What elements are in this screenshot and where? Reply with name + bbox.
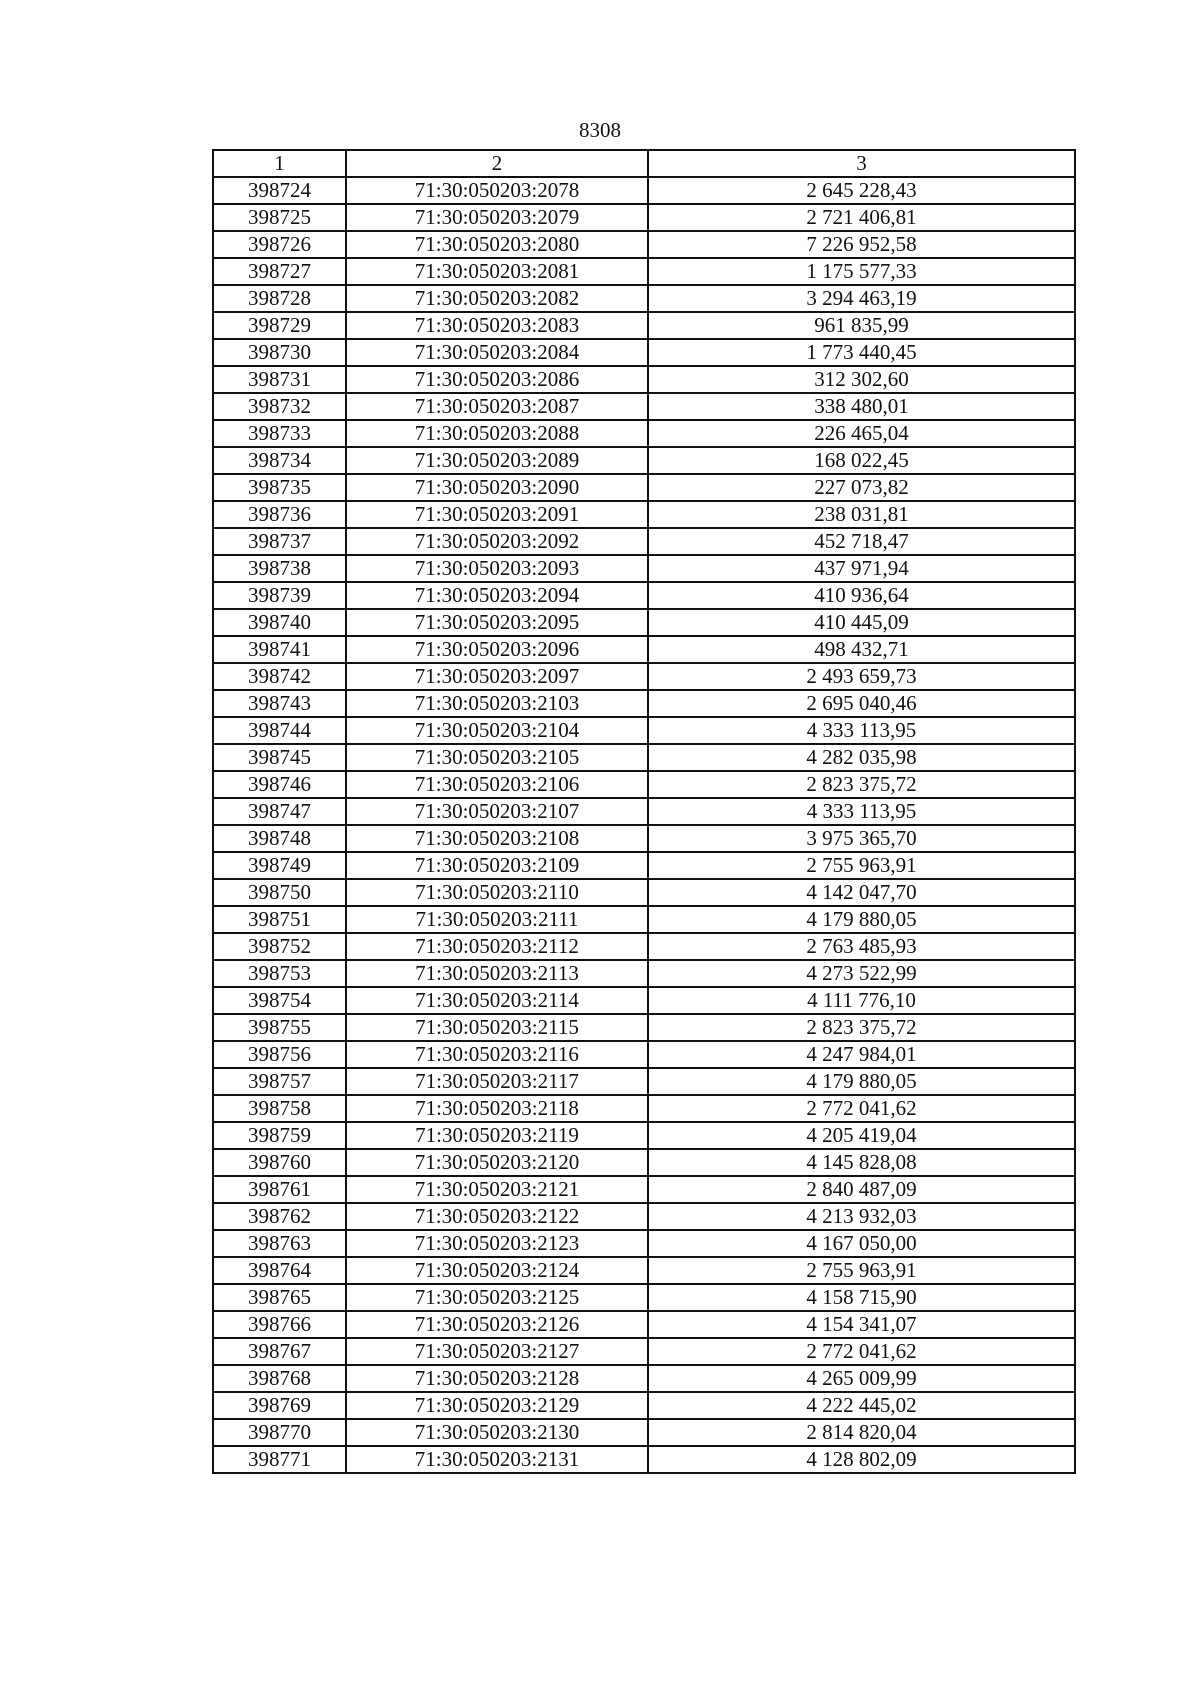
value-cell: 3 975 365,70 [648, 825, 1075, 852]
cadastral-number-cell: 71:30:050203:2115 [346, 1014, 648, 1041]
page-number: 8308 [579, 118, 621, 142]
cadastral-number-cell: 71:30:050203:2086 [346, 366, 648, 393]
cadastral-number-cell: 71:30:050203:2131 [346, 1446, 648, 1473]
cadastral-number-cell: 71:30:050203:2114 [346, 987, 648, 1014]
row-number-cell: 398755 [213, 1014, 346, 1041]
value-cell: 4 179 880,05 [648, 1068, 1075, 1095]
header-row [213, 150, 1075, 177]
row-number-cell: 398739 [213, 582, 346, 609]
value-cell: 238 031,81 [648, 501, 1075, 528]
table-row [213, 1068, 1075, 1095]
table-row [213, 609, 1075, 636]
cadastral-number-cell: 71:30:050203:2079 [346, 204, 648, 231]
column-header-2: 2 [346, 150, 648, 177]
table-row [213, 1122, 1075, 1149]
table-row [213, 420, 1075, 447]
value-cell: 4 265 009,99 [648, 1365, 1075, 1392]
cadastral-number-cell: 71:30:050203:2130 [346, 1419, 648, 1446]
table-row [213, 204, 1075, 231]
cadastral-number-cell: 71:30:050203:2118 [346, 1095, 648, 1122]
row-number-cell: 398729 [213, 312, 346, 339]
row-number-cell: 398758 [213, 1095, 346, 1122]
row-number-cell: 398748 [213, 825, 346, 852]
table-row [213, 744, 1075, 771]
cadastral-number-cell: 71:30:050203:2117 [346, 1068, 648, 1095]
cadastral-number-cell: 71:30:050203:2107 [346, 798, 648, 825]
row-number-cell: 398767 [213, 1338, 346, 1365]
cadastral-number-cell: 71:30:050203:2112 [346, 933, 648, 960]
cadastral-number-cell: 71:30:050203:2105 [346, 744, 648, 771]
cadastral-number-cell: 71:30:050203:2093 [346, 555, 648, 582]
table-row [213, 312, 1075, 339]
cadastral-number-cell: 71:30:050203:2116 [346, 1041, 648, 1068]
table-row [213, 1230, 1075, 1257]
row-number-cell: 398737 [213, 528, 346, 555]
cadastral-number-cell: 71:30:050203:2078 [346, 177, 648, 204]
table-row [213, 177, 1075, 204]
value-cell: 4 222 445,02 [648, 1392, 1075, 1419]
value-cell: 312 302,60 [648, 366, 1075, 393]
row-number-cell: 398750 [213, 879, 346, 906]
row-number-cell: 398753 [213, 960, 346, 987]
table-row [213, 231, 1075, 258]
value-cell: 437 971,94 [648, 555, 1075, 582]
cadastral-number-cell: 71:30:050203:2084 [346, 339, 648, 366]
value-cell: 227 073,82 [648, 474, 1075, 501]
table-row [213, 717, 1075, 744]
table-row [213, 690, 1075, 717]
value-cell: 498 432,71 [648, 636, 1075, 663]
row-number-cell: 398740 [213, 609, 346, 636]
cadastral-number-cell: 71:30:050203:2120 [346, 1149, 648, 1176]
row-number-cell: 398730 [213, 339, 346, 366]
table-row [213, 1257, 1075, 1284]
row-number-cell: 398731 [213, 366, 346, 393]
cadastral-number-cell: 71:30:050203:2096 [346, 636, 648, 663]
value-cell: 4 167 050,00 [648, 1230, 1075, 1257]
cadastral-number-cell: 71:30:050203:2110 [346, 879, 648, 906]
value-cell: 168 022,45 [648, 447, 1075, 474]
table-row [213, 879, 1075, 906]
table-row [213, 798, 1075, 825]
value-cell: 2 823 375,72 [648, 771, 1075, 798]
table-row [213, 1149, 1075, 1176]
table-row [213, 960, 1075, 987]
cadastral-number-cell: 71:30:050203:2104 [346, 717, 648, 744]
table-row [213, 906, 1075, 933]
value-cell: 4 205 419,04 [648, 1122, 1075, 1149]
table-row [213, 1095, 1075, 1122]
value-cell: 4 273 522,99 [648, 960, 1075, 987]
value-cell: 4 128 802,09 [648, 1446, 1075, 1473]
value-cell: 410 445,09 [648, 609, 1075, 636]
table-row [213, 582, 1075, 609]
row-number-cell: 398745 [213, 744, 346, 771]
cadastral-number-cell: 71:30:050203:2088 [346, 420, 648, 447]
table-row [213, 663, 1075, 690]
cadastral-number-cell: 71:30:050203:2127 [346, 1338, 648, 1365]
cadastral-number-cell: 71:30:050203:2129 [346, 1392, 648, 1419]
cadastral-number-cell: 71:30:050203:2108 [346, 825, 648, 852]
value-cell: 2 772 041,62 [648, 1095, 1075, 1122]
row-number-cell: 398757 [213, 1068, 346, 1095]
value-cell: 7 226 952,58 [648, 231, 1075, 258]
value-cell: 2 755 963,91 [648, 1257, 1075, 1284]
cadastral-number-cell: 71:30:050203:2103 [346, 690, 648, 717]
value-cell: 2 695 040,46 [648, 690, 1075, 717]
table-row [213, 933, 1075, 960]
cadastral-number-cell: 71:30:050203:2082 [346, 285, 648, 312]
row-number-cell: 398744 [213, 717, 346, 744]
row-number-cell: 398735 [213, 474, 346, 501]
value-cell: 2 763 485,93 [648, 933, 1075, 960]
row-number-cell: 398733 [213, 420, 346, 447]
value-cell: 4 145 828,08 [648, 1149, 1075, 1176]
cadastral-number-cell: 71:30:050203:2081 [346, 258, 648, 285]
value-cell: 2 493 659,73 [648, 663, 1075, 690]
row-number-cell: 398728 [213, 285, 346, 312]
cadastral-number-cell: 71:30:050203:2119 [346, 1122, 648, 1149]
cadastral-number-cell: 71:30:050203:2122 [346, 1203, 648, 1230]
value-cell: 4 213 932,03 [648, 1203, 1075, 1230]
row-number-cell: 398763 [213, 1230, 346, 1257]
column-header-1: 1 [213, 150, 346, 177]
table-row [213, 1014, 1075, 1041]
cadastral-number-cell: 71:30:050203:2106 [346, 771, 648, 798]
row-number-cell: 398727 [213, 258, 346, 285]
row-number-cell: 398746 [213, 771, 346, 798]
row-number-cell: 398762 [213, 1203, 346, 1230]
row-number-cell: 398759 [213, 1122, 346, 1149]
value-cell: 4 179 880,05 [648, 906, 1075, 933]
table-row [213, 555, 1075, 582]
value-cell: 2 840 487,09 [648, 1176, 1075, 1203]
cadastral-number-cell: 71:30:050203:2092 [346, 528, 648, 555]
cadastral-number-cell: 71:30:050203:2124 [346, 1257, 648, 1284]
cadastral-number-cell: 71:30:050203:2109 [346, 852, 648, 879]
table-row [213, 852, 1075, 879]
table-row [213, 1338, 1075, 1365]
value-cell: 4 282 035,98 [648, 744, 1075, 771]
value-cell: 338 480,01 [648, 393, 1075, 420]
row-number-cell: 398756 [213, 1041, 346, 1068]
row-number-cell: 398764 [213, 1257, 346, 1284]
table-row [213, 1041, 1075, 1068]
table-row [213, 285, 1075, 312]
value-cell: 4 247 984,01 [648, 1041, 1075, 1068]
table-row [213, 1203, 1075, 1230]
value-cell: 452 718,47 [648, 528, 1075, 555]
cadastral-number-cell: 71:30:050203:2113 [346, 960, 648, 987]
cadastral-number-cell: 71:30:050203:2089 [346, 447, 648, 474]
cadastral-number-cell: 71:30:050203:2083 [346, 312, 648, 339]
row-number-cell: 398732 [213, 393, 346, 420]
table-row [213, 771, 1075, 798]
table-row [213, 339, 1075, 366]
row-number-cell: 398725 [213, 204, 346, 231]
table-row [213, 501, 1075, 528]
cadastral-number-cell: 71:30:050203:2125 [346, 1284, 648, 1311]
row-number-cell: 398769 [213, 1392, 346, 1419]
table-row [213, 1392, 1075, 1419]
value-cell: 4 154 341,07 [648, 1311, 1075, 1338]
value-cell: 2 721 406,81 [648, 204, 1075, 231]
row-number-cell: 398765 [213, 1284, 346, 1311]
table-row [213, 1446, 1075, 1473]
table-header [213, 150, 1075, 177]
value-cell: 2 823 375,72 [648, 1014, 1075, 1041]
cadastral-number-cell: 71:30:050203:2128 [346, 1365, 648, 1392]
row-number-cell: 398743 [213, 690, 346, 717]
value-cell: 1 773 440,45 [648, 339, 1075, 366]
row-number-cell: 398751 [213, 906, 346, 933]
table-body [213, 177, 1075, 1473]
value-cell: 4 142 047,70 [648, 879, 1075, 906]
row-number-cell: 398742 [213, 663, 346, 690]
value-cell: 2 814 820,04 [648, 1419, 1075, 1446]
value-cell: 2 772 041,62 [648, 1338, 1075, 1365]
value-cell: 1 175 577,33 [648, 258, 1075, 285]
table-row [213, 1365, 1075, 1392]
value-cell: 226 465,04 [648, 420, 1075, 447]
table-row [213, 393, 1075, 420]
table-row [213, 366, 1075, 393]
registry-table [212, 149, 1076, 1474]
value-cell: 4 158 715,90 [648, 1284, 1075, 1311]
value-cell: 4 333 113,95 [648, 798, 1075, 825]
row-number-cell: 398734 [213, 447, 346, 474]
row-number-cell: 398754 [213, 987, 346, 1014]
table-row [213, 825, 1075, 852]
row-number-cell: 398752 [213, 933, 346, 960]
table-row [213, 1419, 1075, 1446]
column-header-3: 3 [648, 150, 1075, 177]
row-number-cell: 398747 [213, 798, 346, 825]
table-row [213, 1311, 1075, 1338]
table-row [213, 528, 1075, 555]
cadastral-number-cell: 71:30:050203:2097 [346, 663, 648, 690]
row-number-cell: 398726 [213, 231, 346, 258]
table-row [213, 636, 1075, 663]
cadastral-number-cell: 71:30:050203:2111 [346, 906, 648, 933]
row-number-cell: 398771 [213, 1446, 346, 1473]
row-number-cell: 398741 [213, 636, 346, 663]
row-number-cell: 398749 [213, 852, 346, 879]
cadastral-number-cell: 71:30:050203:2123 [346, 1230, 648, 1257]
table-row [213, 987, 1075, 1014]
table-row [213, 1176, 1075, 1203]
row-number-cell: 398766 [213, 1311, 346, 1338]
table-row [213, 474, 1075, 501]
value-cell: 410 936,64 [648, 582, 1075, 609]
cadastral-number-cell: 71:30:050203:2090 [346, 474, 648, 501]
value-cell: 3 294 463,19 [648, 285, 1075, 312]
cadastral-number-cell: 71:30:050203:2080 [346, 231, 648, 258]
value-cell: 2 755 963,91 [648, 852, 1075, 879]
row-number-cell: 398768 [213, 1365, 346, 1392]
cadastral-number-cell: 71:30:050203:2087 [346, 393, 648, 420]
table-row [213, 447, 1075, 474]
cadastral-number-cell: 71:30:050203:2094 [346, 582, 648, 609]
row-number-cell: 398770 [213, 1419, 346, 1446]
cadastral-number-cell: 71:30:050203:2121 [346, 1176, 648, 1203]
cadastral-number-cell: 71:30:050203:2091 [346, 501, 648, 528]
table-row [213, 1284, 1075, 1311]
cadastral-number-cell: 71:30:050203:2126 [346, 1311, 648, 1338]
value-cell: 2 645 228,43 [648, 177, 1075, 204]
row-number-cell: 398738 [213, 555, 346, 582]
row-number-cell: 398760 [213, 1149, 346, 1176]
row-number-cell: 398761 [213, 1176, 346, 1203]
row-number-cell: 398724 [213, 177, 346, 204]
row-number-cell: 398736 [213, 501, 346, 528]
value-cell: 961 835,99 [648, 312, 1075, 339]
table-row [213, 258, 1075, 285]
value-cell: 4 111 776,10 [648, 987, 1075, 1014]
cadastral-number-cell: 71:30:050203:2095 [346, 609, 648, 636]
value-cell: 4 333 113,95 [648, 717, 1075, 744]
